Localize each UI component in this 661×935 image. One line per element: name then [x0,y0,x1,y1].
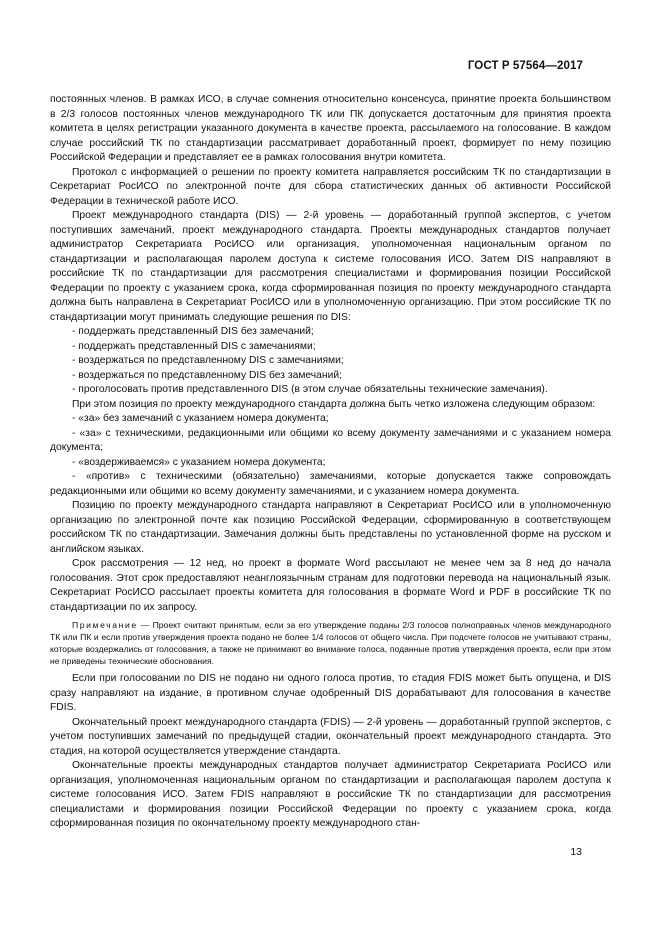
list-item: - «воздерживаемся» с указанием номера документа; [72,456,326,468]
paragraph: Срок рассмотрения — 12 нед, но проект в формате Word рассылают не менее чем за 8 нед до начала голосования. Этот срок предоставляют неанглоязычным странам для подготовки перевода на национальный язык. Секретариат РосИСО рассылает проекты комитета для голосования в формате Word и PDF в российские ТК по стандартизации по их запросу. [50,558,611,613]
note-label: Примечание [72,620,138,630]
standard-designation: ГОСТ Р 57564—2017 [467,60,583,72]
list-item: - «против» с техническими (обязательно) замечаниями, которые допускается также сопровождать редакционными или общими ко всему документу замечаниями, и с указанием номера документа. [50,471,611,497]
note [50,619,611,667]
list-item: - воздержаться по представленному DIS без замечаний; [72,369,342,381]
paragraph: Протокол с информацией о решении по проекту комитета направляется российским ТК по стандартизации в Секретариат РосИСО по электронной почте для сбора статистических данных об активности Российской Федерации в технической работе ИСО. [50,166,611,207]
paragraph: Окончательный проект международного стандарта (FDIS) — 2-й уровень — доработанный группой экспертов, с учетом поступивших замечаний по предыдущей стадии, окончательный проект международного стандарта. Это стадия, на которой осуществляется утверждение стандарта. [50,716,611,757]
paragraph: постоянных членов. В рамках ИСО, в случае сомнения относительно консенсуса, принятие проекта большинством в 2/3 голосов постоянных членов международного ТК или ПК допускается достаточным для принятия проекта комитета в целях регистрации указанного документа в качестве проекта, рассылаемого на голосование. В каждом случае российский ТК по стандартизации рассматривает доработанный проект, формирует по нему позицию Российской Федерации и представляет ее в рамках голосования внутри комитета. [50,94,611,163]
note-text: — Проект считают принятым, если за его утверждение поданы 2/3 голосов полноправных членов международного ТК или ПК и если против утверждения проекта подано не более 1/4 голосов от общего числа. При подсчете голосов не учитывают страны, которые воздержались от голосования, а также не принимают во внимание голоса, поданные против утверждения проекта, если при этом не приведены технические обоснования. [50,620,611,667]
paragraph: Позицию по проекту международного стандарта направляют в Секретариат РосИСО или в уполномоченную организацию по электронной почте как позицию Российской Федерации, сформированную в соответствующем российском ТК по стандартизации. Замечания должны быть представлены по установленной форме на русском и английском языках. [50,500,611,555]
list-item: - «за» без замечаний с указанием номера документа; [72,413,329,424]
paragraph: Если при голосовании по DIS не подано ни одного голоса против, то стадия FDIS может быть опущена, и DIS сразу направляют на издание, в противном случае одобренный DIS дорабатывают для голосования в качестве FDIS. [50,673,611,714]
list-item: - «за» с техническими, редакционными или общими ко всему документу замечаниями и с указанием номера документа; [50,427,611,453]
paragraph: Окончательные проекты международных стандартов получает администратор Секретариата РосИСО или организация, уполномоченная национальным органом по стандартизации и располагающая паролем доступа к системе голосования ИСО. Затем FDIS направляют в российские ТК по стандартизации для рассмотрения специалистами и формирования позиции Российской Федерации по проекту с указанием срока, когда сформированная позиция по окончательному проекту международного стан- [50,760,611,830]
list-item: - поддержать представленный DIS с замечаниями; [72,340,316,352]
page-number: 13 [570,846,582,858]
page-body [50,93,611,832]
list-item: - проголосовать против представленного DIS (в этом случае обязательны технические замечания). [72,384,548,395]
paragraph: При этом позиция по проекту международного стандарта должна быть четко изложена следующим образом: [72,398,596,410]
list-item: - воздержаться по представленному DIS с замечаниями; [72,355,344,366]
list-item: - поддержать представленный DIS без замечаний; [72,326,314,337]
paragraph: Проект международного стандарта (DIS) — 2-й уровень — доработанный группой экспертов, с учетом поступивших замечаний, проект международного стандарта. Проекты международных стандартов получает администратор Секретариата РосИСО или организация, уполномоченная национальным органом по стандартизации и располагающая паролем доступа к системе голосования ИСО. Затем DIS направляют в российские ТК по стандартизации для рассмотрения специалистами и формирования позиции Российской Федерации по проекту с указанием срока, когда сформированная позиция по проекту международного стандарта должна быть направлена в Секретариат РосИСО или в уполномоченную организацию. При этом российские ТК по стандартизации могут принимать следующие решения по DIS: [50,210,611,323]
